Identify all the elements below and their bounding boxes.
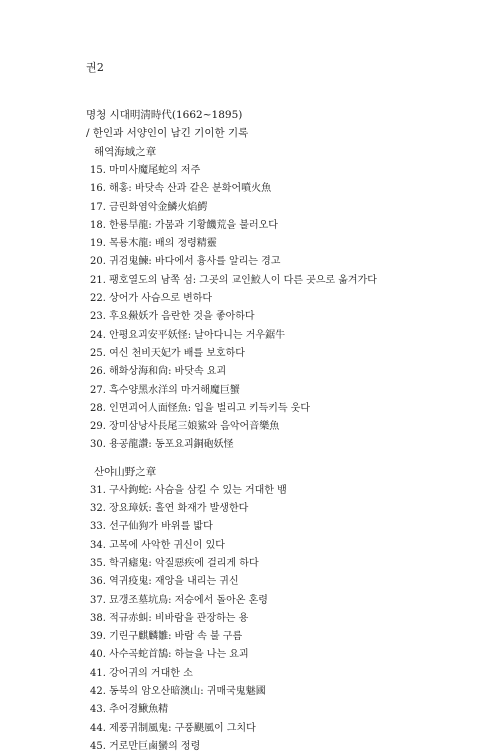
entry-number: 34. bbox=[90, 539, 106, 551]
toc-entry[interactable] bbox=[90, 720, 476, 738]
toc-entry[interactable] bbox=[90, 683, 476, 701]
entry-title: 거로만巨鹵蠻의 정령 bbox=[109, 740, 201, 752]
entry-number: 41. bbox=[90, 667, 106, 679]
toc-entry[interactable] bbox=[90, 363, 476, 381]
entry-title: 강어귀의 거대한 소 bbox=[109, 667, 193, 679]
entry-number: 33. bbox=[90, 521, 106, 533]
entry-title: 구사鉤蛇: 사슴을 삼킬 수 있는 거대한 뱀 bbox=[109, 484, 287, 496]
entry-number: 37. bbox=[90, 594, 106, 606]
entry-number: 40. bbox=[90, 649, 106, 661]
toc-entry[interactable] bbox=[90, 345, 476, 363]
entry-number: 21. bbox=[90, 274, 106, 286]
toc-entry[interactable] bbox=[90, 436, 476, 454]
toc-entry[interactable] bbox=[90, 253, 476, 271]
toc-entry[interactable] bbox=[90, 628, 476, 646]
entry-title: 학귀瘧鬼: 악질惡疾에 걸리게 하다 bbox=[109, 557, 259, 569]
chapter-title-mountains: 산야山野之章 bbox=[94, 465, 157, 478]
entry-title: 귀검鬼鰊: 바다에서 흉사를 알리는 경고 bbox=[109, 256, 281, 268]
toc-entry[interactable] bbox=[90, 199, 476, 217]
toc-entry[interactable] bbox=[90, 610, 476, 628]
entry-number: 30. bbox=[90, 439, 106, 451]
entry-number: 43. bbox=[90, 704, 106, 716]
entry-title: 묘갱조墓坑鳥: 저승에서 돌아온 혼령 bbox=[109, 594, 268, 606]
toc-entry[interactable] bbox=[90, 235, 476, 253]
entry-title: 사수곡蛇首鵠: 하늘을 나는 요괴 bbox=[109, 649, 249, 661]
entry-number: 36. bbox=[90, 576, 106, 588]
entry-title: 목룡木龍: 배의 정령精靈 bbox=[109, 238, 217, 250]
toc-entry[interactable] bbox=[90, 418, 476, 436]
entry-number: 29. bbox=[90, 421, 106, 433]
entry-number: 20. bbox=[90, 256, 106, 268]
toc-entry[interactable] bbox=[90, 217, 476, 235]
entry-title: 후요鱟妖가 음란한 것을 좋아하다 bbox=[109, 311, 255, 323]
entry-title: 동북의 암오산暗澳山: 귀매국鬼魅國 bbox=[109, 686, 266, 698]
entry-title: 인면괴어人面怪魚: 입을 벌리고 키득키득 웃다 bbox=[109, 402, 311, 414]
volume-label: 권2 bbox=[86, 61, 105, 74]
entry-title: 고목에 사악한 귀신이 있다 bbox=[109, 539, 225, 551]
entry-title: 추어경鰍魚精 bbox=[109, 704, 169, 716]
entry-number: 19. bbox=[90, 238, 106, 250]
toc-entry[interactable] bbox=[90, 537, 476, 555]
entry-title: 흑수양黑水洋의 마거해魔巨蟹 bbox=[109, 384, 240, 396]
entry-number: 25. bbox=[90, 347, 106, 359]
toc-entry[interactable] bbox=[90, 665, 476, 683]
entry-number: 23. bbox=[90, 311, 106, 323]
entry-number: 24. bbox=[90, 329, 106, 341]
entry-title: 해홍: 바닷속 산과 같은 분화어噴火魚 bbox=[109, 183, 272, 195]
entry-title: 팽호열도의 남쪽 섬: 그곳의 교인鮫人이 다른 곳으로 옮겨가다 bbox=[109, 274, 377, 286]
entry-title: 제풍귀制風鬼: 구풍颶風이 그치다 bbox=[109, 722, 256, 734]
chapter-entries-mountains bbox=[86, 482, 476, 756]
entry-number: 18. bbox=[90, 219, 106, 231]
entry-number: 42. bbox=[90, 686, 106, 698]
toc-entry[interactable] bbox=[90, 290, 476, 308]
toc-entry[interactable] bbox=[90, 272, 476, 290]
entry-number: 39. bbox=[90, 631, 106, 643]
toc-entry[interactable] bbox=[90, 555, 476, 573]
chapter-title-sea: 해역海域之章 bbox=[94, 146, 157, 158]
toc-entry[interactable] bbox=[90, 646, 476, 664]
entry-title: 적규赤虯: 비바람을 관장하는 용 bbox=[109, 612, 249, 624]
entry-title: 용공龍讚: 동포요괴銅砲妖怪 bbox=[109, 439, 234, 451]
toc-entry[interactable] bbox=[90, 162, 476, 180]
entry-number: 27. bbox=[90, 384, 106, 396]
entry-number: 45. bbox=[90, 740, 106, 752]
era-subtitle: / 한인과 서양인이 남긴 기이한 기록 bbox=[86, 127, 249, 139]
entry-number: 16. bbox=[90, 183, 106, 195]
entry-number: 38. bbox=[90, 612, 106, 624]
entry-number: 17. bbox=[90, 201, 106, 213]
entry-number: 28. bbox=[90, 402, 106, 414]
entry-title: 해화상海和尙: 바닷속 요괴 bbox=[109, 366, 227, 378]
chapter-entries-sea bbox=[86, 162, 476, 455]
entry-number: 31. bbox=[90, 484, 106, 496]
toc-entry[interactable] bbox=[90, 738, 476, 756]
entry-number: 44. bbox=[90, 722, 106, 734]
toc-entry[interactable] bbox=[90, 180, 476, 198]
table-of-contents bbox=[86, 106, 476, 756]
entry-title: 기린구麒麟雛: 바람 속 불 구름 bbox=[109, 631, 243, 643]
entry-title: 상어가 사슴으로 변하다 bbox=[109, 293, 213, 305]
entry-title: 금린화염악金鱗火焰鰐 bbox=[109, 201, 208, 213]
toc-entry[interactable] bbox=[90, 518, 476, 536]
toc-entry[interactable] bbox=[90, 482, 476, 500]
toc-entry[interactable] bbox=[90, 701, 476, 719]
entry-title: 안평요괴安平妖怪: 날아다니는 거우鋸牛 bbox=[109, 329, 286, 341]
entry-title: 한룡旱龍: 가뭄과 기황饑荒을 불러오다 bbox=[109, 219, 278, 231]
entry-title: 장요璋妖: 홀연 화재가 발생한다 bbox=[109, 503, 249, 515]
entry-number: 35. bbox=[90, 557, 106, 569]
toc-entry[interactable] bbox=[90, 327, 476, 345]
toc-entry[interactable] bbox=[90, 382, 476, 400]
entry-number: 15. bbox=[90, 165, 106, 176]
toc-entry[interactable] bbox=[90, 500, 476, 518]
toc-entry[interactable] bbox=[90, 592, 476, 610]
toc-entry[interactable] bbox=[90, 573, 476, 591]
era-title: 명청 시대明淸時代(1662~1895) bbox=[86, 109, 243, 121]
entry-title: 역귀疫鬼: 재앙을 내리는 귀신 bbox=[109, 576, 239, 588]
entry-title: 장미삼낭사長尾三娘鯊와 음악어音樂魚 bbox=[109, 421, 280, 433]
toc-entry[interactable] bbox=[90, 400, 476, 418]
entry-number: 26. bbox=[90, 366, 106, 378]
entry-number: 32. bbox=[90, 503, 106, 515]
toc-entry[interactable] bbox=[90, 308, 476, 326]
entry-title: 여신 천비天妃가 배를 보호하다 bbox=[109, 347, 245, 359]
entry-title: 마미사魔尾蛇의 저주 bbox=[109, 165, 201, 176]
entry-number: 22. bbox=[90, 293, 106, 305]
entry-title: 선구仙狗가 바위를 밟다 bbox=[109, 521, 213, 533]
